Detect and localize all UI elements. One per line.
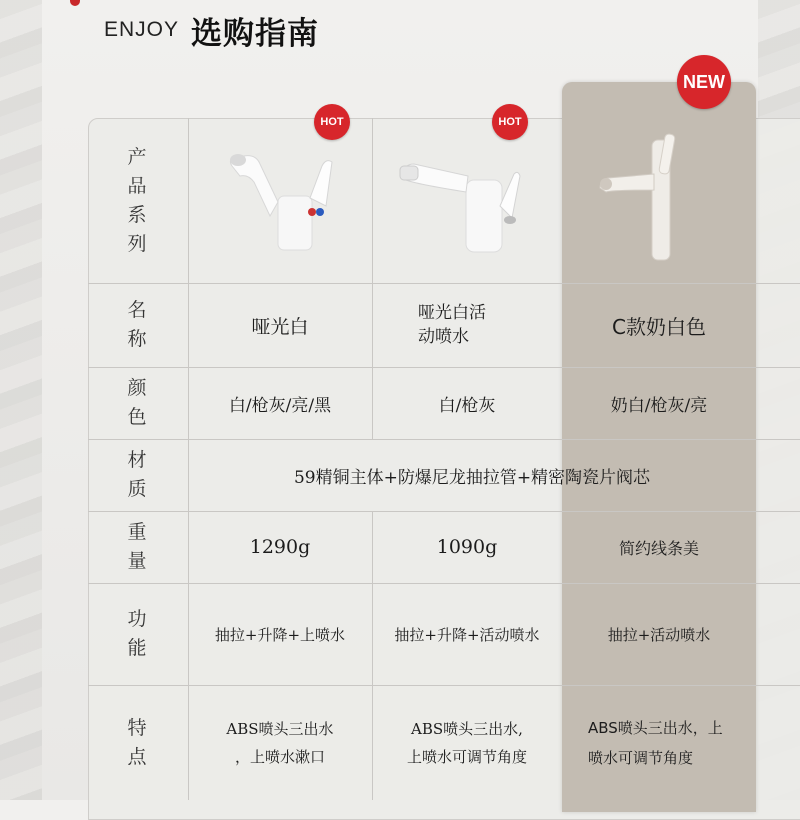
feature-col3-line1: ABS喷头三出水，上 [588, 718, 723, 737]
label-char: 特 [127, 716, 149, 739]
label-char: 质 [127, 478, 149, 500]
weight-col1: 1290g [249, 536, 311, 558]
label-material [88, 439, 188, 511]
label-char: 材 [127, 449, 149, 471]
label-function [88, 583, 188, 685]
weight-col2: 1090g [436, 536, 498, 558]
new-badge: NEW [677, 55, 731, 109]
label-char: 称 [127, 328, 149, 350]
label-char: 能 [127, 637, 149, 659]
header-zh-title: 选购指南 [191, 15, 320, 52]
function-col3: 抽拉+活动喷水 [607, 625, 711, 644]
label-name [88, 283, 188, 367]
color-col2: 白/枪灰 [438, 395, 496, 416]
hot-badge: HOT [492, 104, 528, 140]
label-char: 量 [127, 550, 149, 572]
material-value: 59精铜主体+防爆尼龙抽拉管+精密陶瓷片阀芯 [293, 467, 651, 488]
faucet-icon [592, 130, 702, 264]
name-col2-line1: 哑光白活 [418, 303, 486, 323]
function-col2: 抽拉+升降+活动喷水 [394, 625, 540, 644]
feature-col2-line1: ABS喷头三出水, [411, 719, 523, 738]
name-col3: C款奶白色 [612, 314, 706, 339]
feature-col1-line1: ABS喷头三出水 [226, 719, 334, 738]
feature-col2-line2: 上喷水可调节角度 [406, 747, 527, 766]
background-decor-left [0, 0, 42, 800]
brand-mark [70, 0, 80, 6]
faucet-icon [396, 136, 536, 256]
label-char: 点 [127, 745, 149, 768]
label-char: 颜 [127, 377, 149, 399]
page-header [104, 10, 319, 50]
name-col2-line2: 动喷水 [418, 327, 469, 347]
label-char: 产 [127, 145, 149, 168]
feature-col1-line2: ，上喷水漱口 [234, 747, 325, 766]
hot-badge: HOT [314, 104, 350, 140]
feature-col3-line2: 喷水可调节角度 [588, 748, 694, 767]
name-col1: 哑光白 [251, 315, 309, 338]
label-char: 系 [127, 203, 149, 226]
label-weight [88, 511, 188, 583]
color-col3: 奶白/枪灰/亮 [610, 395, 708, 416]
name-col2 [372, 283, 562, 367]
label-series [88, 118, 188, 283]
color-col1: 白/枪灰/亮/黑 [228, 395, 332, 416]
label-char: 色 [127, 406, 149, 428]
function-col1: 抽拉+升降+上喷水 [214, 625, 346, 644]
faucet-icon [226, 136, 356, 256]
label-char: 名 [127, 299, 149, 321]
label-char: 列 [127, 232, 149, 255]
label-char: 重 [127, 521, 149, 543]
weight-col3: 简约线条美 [618, 538, 699, 558]
label-char: 品 [127, 174, 149, 197]
feature-col1 [188, 685, 372, 800]
feature-col2 [372, 685, 562, 800]
label-char: 功 [127, 608, 149, 630]
label-feature [88, 685, 188, 800]
header-en-title: ENJOY [104, 18, 180, 41]
feature-col3 [562, 685, 756, 800]
label-color [88, 367, 188, 439]
